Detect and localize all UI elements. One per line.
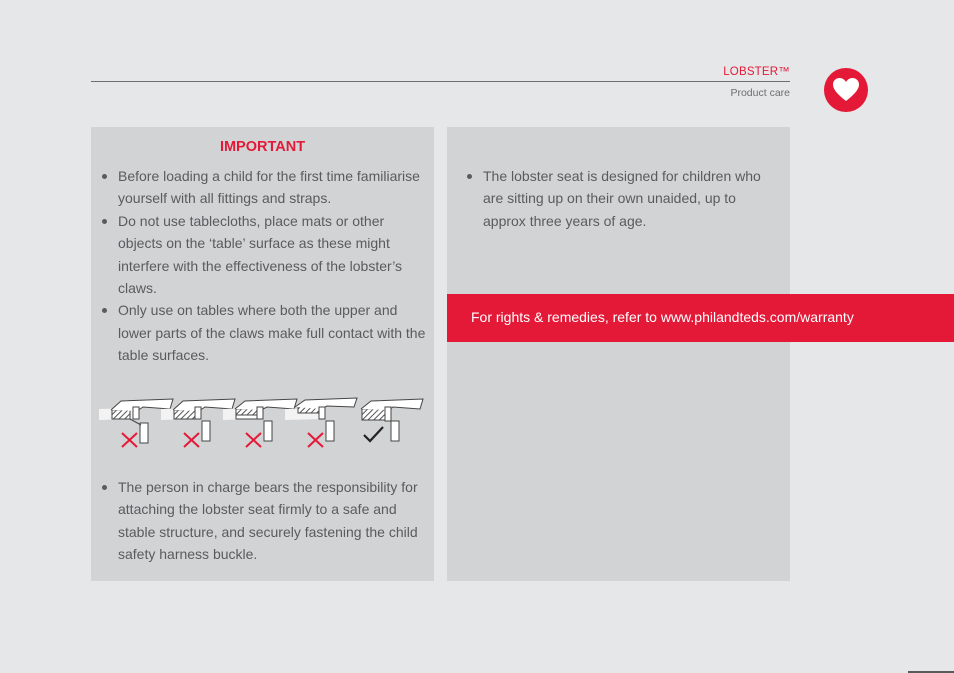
cross-icon — [308, 433, 323, 447]
diagram-figure-2 — [161, 399, 235, 447]
important-list — [91, 165, 431, 367]
diagram-figure-4 — [285, 398, 357, 447]
age-panel — [447, 127, 790, 581]
diagram-figure-1 — [99, 399, 173, 447]
diagram-figure-5 — [361, 399, 423, 441]
list-item: Only use on tables where both the upper and lower parts of the claws make full contact with the table surfaces. — [91, 299, 431, 366]
list-item: Do not use tablecloths, place mats or other objects on the ‘table’ surface as these might interfere with the effectiveness of the lobster’s claws. — [91, 210, 431, 300]
list-item: Before loading a child for the first time familiarise yourself with all fittings and straps. — [91, 165, 431, 210]
section-subtitle: Product care — [730, 87, 790, 99]
checkmark-icon — [364, 427, 383, 441]
list-item: The person in charge bears the responsibility for attaching the lobster seat firmly to a safe and stable structure, and securely fastening the child safety harness buckle. — [91, 476, 421, 566]
warranty-banner — [447, 294, 954, 342]
cross-icon — [122, 433, 137, 447]
responsibility-list — [91, 476, 421, 566]
cross-icon — [184, 433, 199, 447]
list-item: The lobster seat is designed for children who are sitting up on their own unaided, up to approx three years of age. — [456, 165, 776, 232]
header-rule — [91, 81, 790, 82]
cross-icon — [246, 433, 261, 447]
brand-name: LOBSTER™ — [723, 66, 790, 78]
age-list — [456, 165, 776, 232]
important-title: IMPORTANT — [219, 139, 306, 155]
important-panel — [91, 127, 434, 581]
claw-fitting-diagram — [97, 395, 427, 453]
diagram-figure-3 — [223, 399, 297, 447]
heart-icon — [833, 78, 859, 102]
heart-badge — [824, 68, 868, 112]
warranty-text[interactable]: For rights & remedies, refer to www.philandteds.com/warranty — [471, 309, 854, 325]
